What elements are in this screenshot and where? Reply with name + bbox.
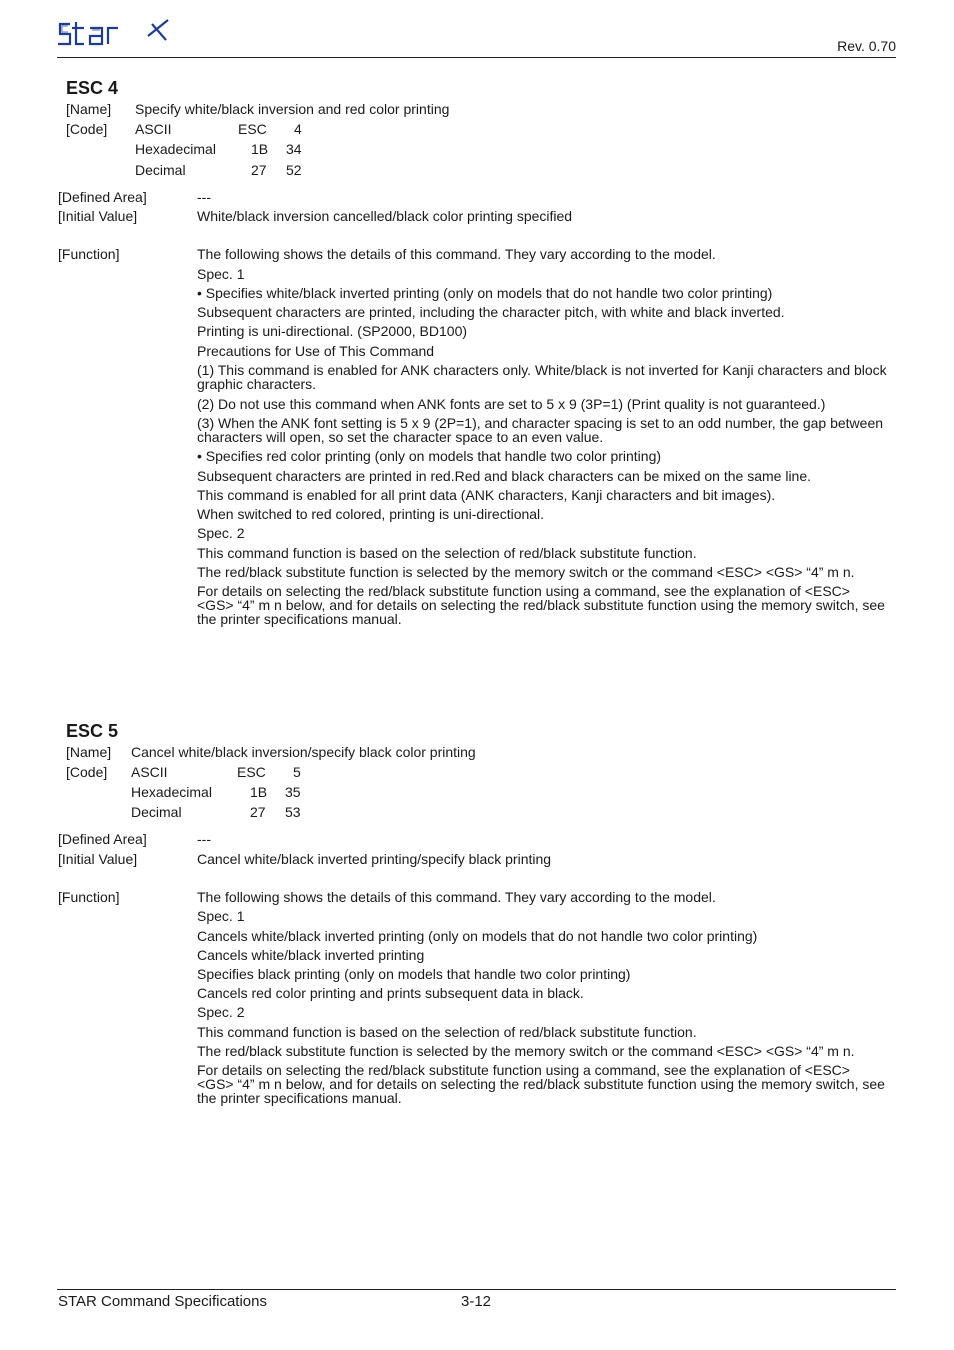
esc4-function-line: Spec. 1	[197, 266, 245, 282]
esc4-function-line: Spec. 2	[197, 525, 245, 541]
esc4-function-line: This command function is based on the selection of red/black substitute function.	[197, 545, 697, 561]
esc4-code-kind: Decimal	[135, 162, 186, 178]
esc4-code-kind: Hexadecimal	[135, 141, 216, 157]
esc4-function-line: • Specifies white/black inverted printing (only on models that do not handle two color printing)	[197, 285, 773, 301]
esc5-function-line: For details on selecting the red/black substitute function using a command, see the explanation of <ESC> <GS> “4” m n below, and for details on selecting the red/black substitute function using the memory switch, see the printer specifications manual.	[197, 1062, 885, 1106]
esc4-function-line: The following shows the details of this command. They vary according to the model.	[197, 246, 716, 262]
esc5-code-kind: Hexadecimal	[131, 784, 212, 800]
esc5-code-kind: Decimal	[131, 804, 182, 820]
esc4-code-a: 1B	[251, 141, 269, 157]
esc5-defined-area-value: ---	[197, 831, 211, 847]
esc4-function-line: This command is enabled for all print data (ANK characters, Kanji characters and bit images).	[197, 487, 776, 503]
esc4-defined-area-value: ---	[197, 189, 211, 205]
esc5-function-line: This command function is based on the selection of red/black substitute function.	[197, 1024, 697, 1040]
esc5-code-b: 5	[293, 764, 301, 780]
esc5-function-label: [Function]	[58, 889, 120, 905]
esc4-function-line: The red/black substitute function is selected by the memory switch or the command <ESC> <GS> “4” m n.	[197, 564, 855, 580]
esc4-function-line: Precautions for Use of This Command	[197, 343, 435, 359]
esc4-code-kind: ASCII	[135, 121, 172, 137]
esc5-code-a: ESC	[237, 764, 266, 780]
esc5-code-a: 1B	[250, 784, 268, 800]
esc5-function-line: Spec. 1	[197, 908, 245, 924]
esc4-function-line: When switched to red colored, printing is uni-directional.	[197, 506, 545, 522]
esc4-function-line: For details on selecting the red/black substitute function using a command, see the explanation of <ESC> <GS> “4” m n below, and for details on selecting the red/black substitute function using the memory switch, see the printer specifications manual.	[197, 583, 885, 627]
esc4-title: ESC 4	[66, 78, 119, 98]
esc5-initial-value: Cancel white/black inverted printing/specify black printing	[197, 851, 552, 867]
esc5-function-line: The red/black substitute function is selected by the memory switch or the command <ESC> <GS> “4” m n.	[197, 1043, 855, 1059]
esc4-initial-value-label: [Initial Value]	[58, 208, 138, 224]
esc5-code-label: [Code]	[66, 764, 108, 780]
esc5-function-line: The following shows the details of this command. They vary according to the model.	[197, 889, 716, 905]
esc4-code-b: 4	[294, 121, 302, 137]
esc5-function-line: Spec. 2	[197, 1004, 245, 1020]
esc4-code-b: 34	[286, 141, 302, 157]
esc5-name-label: [Name]	[66, 744, 112, 760]
esc4-function-line: (1) This command is enabled for ANK characters only. White/black is not inverted for Kanji characters and block graphic characters.	[197, 362, 887, 392]
esc5-code-b: 53	[285, 804, 301, 820]
esc4-code-a: ESC	[238, 121, 267, 137]
esc5-function-line: Cancels red color printing and prints subsequent data in black.	[197, 985, 584, 1001]
esc4-defined-area-label: [Defined Area]	[58, 189, 147, 205]
revision-label: Rev. 0.70	[837, 38, 896, 54]
esc4-name-label: [Name]	[66, 101, 112, 117]
esc5-code-b: 35	[285, 784, 301, 800]
star-logo	[56, 14, 176, 54]
esc4-function-line: • Specifies red color printing (only on models that handle two color printing)	[197, 448, 662, 464]
esc4-code-b: 52	[286, 162, 302, 178]
esc4-name-value: Specify white/black inversion and red color printing	[135, 101, 450, 117]
esc4-initial-value: White/black inversion cancelled/black color printing specified	[197, 208, 573, 224]
esc5-title: ESC 5	[66, 721, 119, 741]
footer-page-number: 3-12	[461, 1293, 492, 1310]
esc4-code-a: 27	[251, 162, 267, 178]
esc5-initial-value-label: [Initial Value]	[58, 851, 138, 867]
esc4-function-line: Printing is uni-directional. (SP2000, BD100)	[197, 323, 468, 339]
esc5-name-value: Cancel white/black inversion/specify black color printing	[131, 744, 476, 760]
esc4-code-label: [Code]	[66, 121, 108, 137]
esc4-function-line: (3) When the ANK font setting is 5 x 9 (2P=1), and character spacing is set to an odd number, the gap between characters will open, so set the character space to an even value.	[197, 415, 884, 445]
esc4-function-line: (2) Do not use this command when ANK fonts are set to 5 x 9 (3P=1) (Print quality is not guaranteed.)	[197, 396, 826, 412]
header-rule	[57, 57, 896, 58]
esc4-function-label: [Function]	[58, 246, 120, 262]
esc5-function-line: Cancels white/black inverted printing (only on models that do not handle two color printing)	[197, 928, 758, 944]
esc4-function-line: Subsequent characters are printed in red.Red and black characters can be mixed on the same line.	[197, 468, 812, 484]
esc5-function-line: Specifies black printing (only on models that handle two color printing)	[197, 966, 631, 982]
esc5-code-kind: ASCII	[131, 764, 168, 780]
esc5-defined-area-label: [Defined Area]	[58, 831, 147, 847]
esc5-code-a: 27	[250, 804, 266, 820]
footer-doc-title: STAR Command Specifications	[58, 1293, 267, 1310]
esc4-function-line: Subsequent characters are printed, including the character pitch, with white and black inverted.	[197, 304, 785, 320]
footer-rule	[57, 1289, 896, 1290]
esc5-function-line: Cancels white/black inverted printing	[197, 947, 425, 963]
